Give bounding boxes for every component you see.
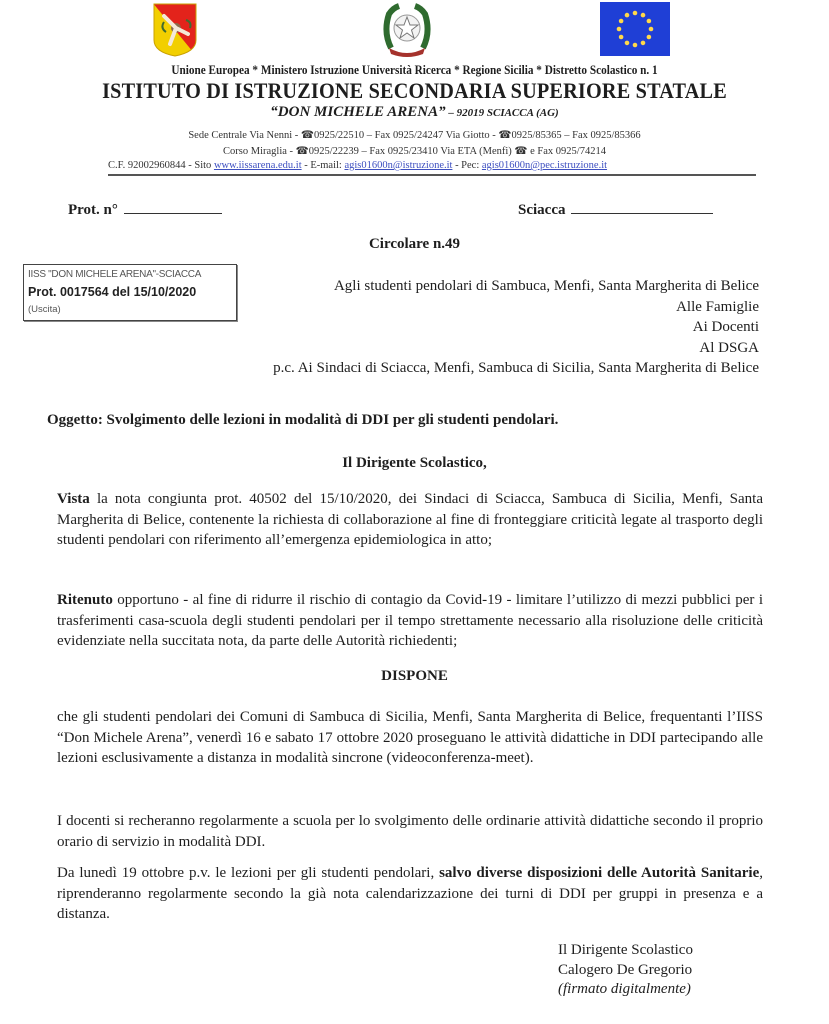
protocol-blank [124,212,222,214]
circular-number: Circolare n.49 [368,236,461,252]
address-line-2: Corso Miraglia - ☎0925/22239 – Fax 0925/23410 Via ETA (Menfi) ☎ e Fax 0925/74214 [223,146,606,157]
resumption-text-start: Da lunedì 19 ottobre p.v. le lezioni per gli studenti pendolari, [57,865,440,881]
recipients-list [273,276,759,379]
paragraph-vista [57,489,763,551]
paragraph-disposition: che gli studenti pendolari dei Comuni di Sambuca di Sicilia, Menfi, Santa Margherita di Belice, frequentanti l’IISS “Don Michele Arena”, venerdì 16 e sabato 17 ottobre 2020 proseguano le attività didattiche in DDI partecipando alle lezioni esclusivamente a distanza in modalità sincrone (videoconferenza-meet). [57,709,763,766]
signature-name: Calogero De Gregorio [558,961,693,978]
eu-star-icon [641,41,646,46]
vista-text: la nota congiunta prot. 40502 del 15/10/2020, dei Sindaci di Sciacca, Sambuca di Sicilia, Menfi, Santa Margherita di Belice, contenente la richiesta di collaborazione al fine di fronteggiare criticità legate al trasporto degli studenti pendolari con riferimento all’emergenza epidemiologica in atto; [57,491,763,548]
email-link[interactable]: agis01600n@istruzione.it [344,160,453,171]
website-link[interactable]: www.iissarena.edu.it [213,160,302,171]
stamp-school: IISS "DON MICHELE ARENA"-SCIACCA [28,269,202,280]
eu-star-icon [641,13,646,18]
eu-star-icon [625,41,630,46]
protocol-number-field [68,202,222,219]
recipient: Alle Famiglie [676,298,759,315]
email-label: - E-mail: [301,160,345,171]
eu-star-icon [649,27,654,32]
place-date-field [518,202,713,219]
letterhead-divider [108,174,756,176]
eu-flag-icon [600,2,670,61]
italian-republic-emblem-icon [381,2,433,63]
school-name: “DON MICHELE ARENA” [270,104,446,120]
signature-block [558,941,693,1000]
ritenuto-keyword: Ritenuto [57,592,113,608]
dispone-heading: DISPONE [381,668,448,684]
school-name-line [0,104,829,121]
institute-title: ISTITUTO DI ISTRUZIONE SECONDARIA SUPERIORE STATALE [102,78,727,103]
resumption-bold: salvo diverse disposizioni delle Autorità Sanitarie [439,865,760,881]
resumption-text-end: , riprenderanno regolarmente secondo la già nota calendarizzazione dei turni di DDI per gruppi in presenza e a distanza. [57,865,763,922]
ritenuto-text: opportuno - al fine di ridurre il rischio di contagio da Covid-19 - limitare l’utilizzo di mezzi pubblici per i trasferimenti casa-scuola degli studenti pendolari per il tempo strettamente necessario alla risoluzione delle criticità evidenziate nella succitata nota, da parte delle Autorità richiedenti; [57,592,763,649]
eu-star-icon [619,19,624,24]
eu-star-icon [633,43,638,48]
date-blank [571,212,713,214]
regione-sicilia-emblem-icon [152,2,198,63]
eu-star-icon [625,13,630,18]
letterhead-top-line: Unione Europea * Ministero Istruzione Università Ricerca * Regione Sicilia * Distretto Scolastico n. 1 [171,63,658,77]
recipient: Al DSGA [699,339,759,356]
recipient: Agli studenti pendolari di Sambuca, Menfi, Santa Margherita di Belice [333,278,759,294]
signature-note: (firmato digitalmente) [558,981,691,997]
protocol-label: Prot. n° [68,202,118,218]
signature-role: Il Dirigente Scolastico [558,942,693,958]
subject-line: Oggetto: Svolgimento delle lezioni in modalità di DDI per gli studenti pendolari. [47,412,559,428]
place-label: Sciacca [518,202,566,218]
paragraph-resumption [57,863,763,925]
recipient: p.c. Ai Sindaci di Sciacca, Menfi, Sambuca di Sicilia, Santa Margherita di Belice [273,360,759,376]
paragraph-teachers: I docenti si recheranno regolarmente a scuola per lo svolgimento delle ordinarie attività didattiche secondo il proprio orario di servizio in modalità DDI. [57,813,763,850]
fiscal-code: C.F. 92002960844 - Sito [108,160,214,171]
eu-star-icon [617,27,622,32]
recipient: Ai Docenti [692,319,759,335]
eu-star-icon [619,35,624,40]
contact-line [108,160,607,171]
pec-label: - Pec: [452,160,482,171]
pec-link[interactable]: agis01600n@pec.istruzione.it [481,160,608,171]
eu-star-icon [647,19,652,24]
address-line-1: Sede Centrale Via Nenni - ☎0925/22510 – Fax 0925/24247 Via Giotto - ☎0925/85365 – Fax 0925/85366 [188,130,641,141]
vista-keyword: Vista [57,491,90,507]
paragraph-ritenuto [57,590,763,652]
eu-star-icon [633,11,638,16]
stamp-protocol: Prot. 0017564 del 15/10/2020 [28,285,197,299]
protocol-stamp [23,264,237,321]
issuer-heading: Il Dirigente Scolastico, [342,455,487,471]
school-location: – 92019 SCIACCA (AG) [445,107,559,119]
eu-star-icon [647,35,652,40]
stamp-direction: (Uscita) [28,304,61,315]
